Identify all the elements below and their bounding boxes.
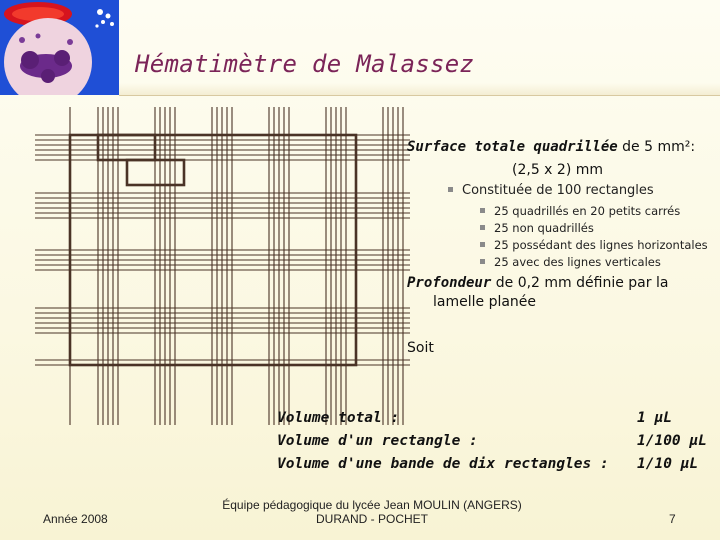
malassez-grid-diagram (0, 95, 420, 425)
bullet-icon (480, 259, 485, 264)
volume-value-rectangle: 1/100 µL (637, 433, 707, 449)
volume-label-band: Volume d'une bande de dix rectangles : (277, 456, 609, 472)
constituted-text: Constituée de 100 rectangles (462, 183, 654, 198)
blood-cells-icon (0, 0, 119, 95)
footer-year: Année 2008 (43, 512, 108, 526)
soit-text: Soit (407, 340, 434, 356)
volume-value-total: 1 µL (637, 410, 672, 426)
footer-team-line1: Équipe pédagogique du lycée Jean MOULIN (ANGERS) (222, 498, 522, 512)
volume-label-total: Volume total : (277, 410, 400, 426)
detail-item (480, 238, 708, 252)
depth-value: de 0,2 mm définie par la (491, 275, 669, 291)
volume-label-rectangle: Volume d'un rectangle : (277, 433, 478, 449)
surface-label: Surface totale quadrillée (407, 139, 618, 155)
footer-team-line2: DURAND - POCHET (315, 512, 428, 526)
depth-continuation: lamelle planée (433, 294, 537, 310)
volume-value-band: 1/10 µL (637, 456, 699, 472)
surface-description (407, 137, 717, 158)
page-number: 7 (669, 512, 676, 526)
depth-label: Profondeur (407, 275, 492, 291)
bullet-icon (480, 225, 485, 230)
bullet-icon (480, 242, 485, 247)
bullet-icon (448, 187, 453, 192)
surface-dimensions: (2,5 x 2) mm (512, 162, 604, 178)
detail-text: 25 avec des lignes verticales (494, 255, 661, 269)
detail-item (480, 221, 594, 235)
detail-item (480, 204, 680, 218)
surface-value: de 5 mm²: (617, 139, 696, 155)
constituted-bullet (448, 183, 654, 198)
footer-team (222, 498, 522, 526)
detail-text: 25 quadrillés en 20 petits carrés (494, 204, 681, 218)
detail-item (480, 255, 661, 269)
logo (0, 0, 119, 95)
depth-description (407, 273, 717, 294)
detail-text: 25 possédant des lignes horizontales (494, 238, 708, 252)
page-title: Hématimètre de Malassez (135, 50, 475, 78)
detail-text: 25 non quadrillés (494, 221, 594, 235)
bullet-icon (480, 208, 485, 213)
